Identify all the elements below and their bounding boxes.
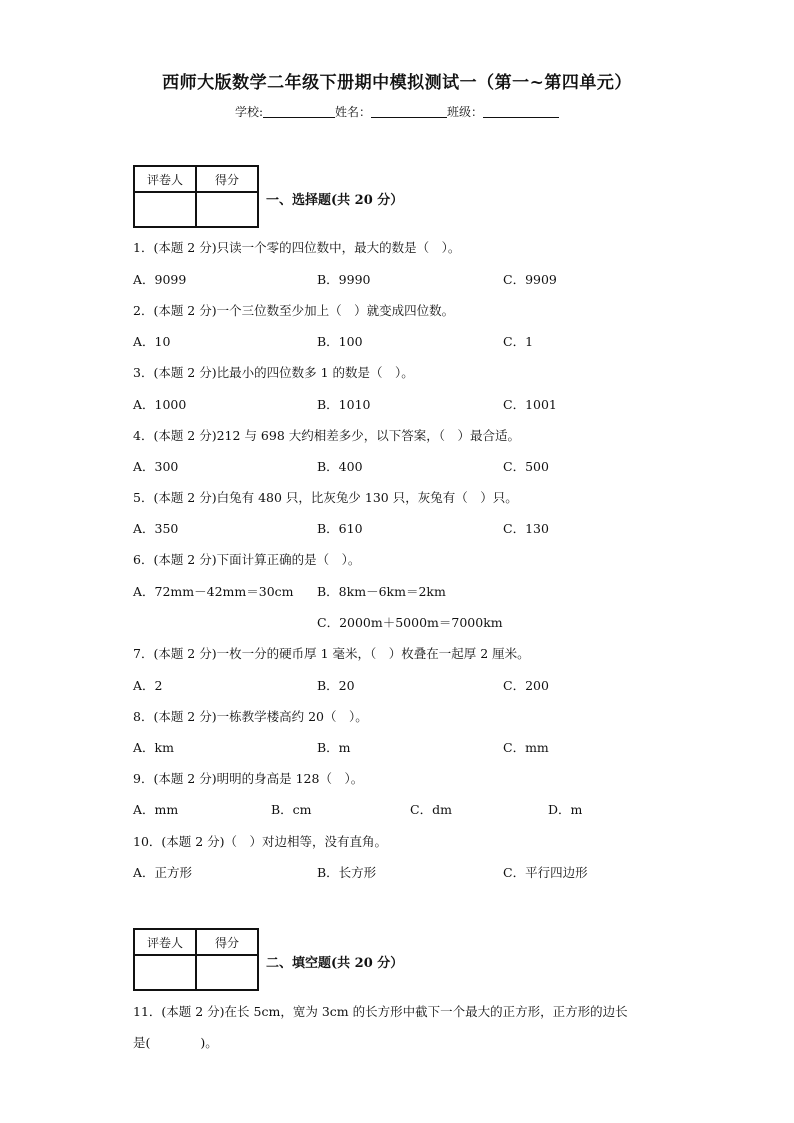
- q1-option-c: C．9909: [503, 272, 557, 287]
- q4-option-a: A．300: [133, 459, 179, 474]
- q10-option-b: B．长方形: [317, 865, 377, 880]
- q10-option-a: A．正方形: [133, 865, 193, 880]
- q4-option-c: C．500: [503, 459, 549, 474]
- q2-option-a: A．10: [133, 334, 171, 349]
- q7-option-a: A．2: [133, 678, 163, 693]
- section-title-1: 一、选择题(共 20 分）: [266, 193, 404, 208]
- class-blank: [483, 105, 559, 118]
- q7-option-b: B．20: [317, 678, 355, 693]
- question-8: 8．(本题 2 分)一栋教学楼高约 20（ ）。: [133, 709, 368, 724]
- q10-option-c: C．平行四边形: [503, 865, 588, 880]
- reviewer-header: 评卷人: [134, 929, 196, 955]
- question-9: 9．(本题 2 分)明明的身高是 128（ ）。: [133, 771, 364, 786]
- question-4: 4．(本题 2 分)212 与 698 大约相差多少，以下答案，（ ）最合适。: [133, 428, 520, 443]
- question-7: 7．(本题 2 分)一枚一分的硬币厚 1 毫米，（ ）枚叠在一起厚 2 厘米。: [133, 646, 530, 661]
- question-11: 11．(本题 2 分)在长 5cm，宽为 3cm 的长方形中截下一个最大的正方形，正方形的边长: [133, 1004, 628, 1019]
- q1-option-b: B．9990: [317, 272, 371, 287]
- grade-box-1: [133, 165, 259, 228]
- page-title: 西师大版数学二年级下册期中模拟测试一（第一~第四单元）: [162, 73, 632, 93]
- question-2: 2．(本题 2 分)一个三位数至少加上（ ）就变成四位数。: [133, 303, 455, 318]
- question-10: 10．(本题 2 分)（ ）对边相等，没有直角。: [133, 834, 388, 849]
- score-header: 得分: [196, 166, 258, 192]
- q9-option-b: B．cm: [271, 802, 312, 817]
- q2-option-b: B．100: [317, 334, 363, 349]
- q1-option-a: A．9099: [133, 272, 187, 287]
- q8-option-b: B．m: [317, 740, 351, 755]
- q5-option-a: A．350: [133, 521, 179, 536]
- q5-option-c: C．130: [503, 521, 549, 536]
- score-cell: [196, 955, 258, 990]
- q6-option-b: B．8km－6km＝2km: [317, 584, 446, 599]
- question-6: 6．(本题 2 分)下面计算正确的是（ ）。: [133, 552, 361, 567]
- class-label: 班级：: [447, 105, 484, 119]
- q4-option-b: B．400: [317, 459, 363, 474]
- reviewer-cell: [134, 192, 196, 227]
- score-cell: [196, 192, 258, 227]
- question-5: 5．(本题 2 分)白兔有 480 只，比灰兔少 130 只，灰兔有（ ）只。: [133, 490, 518, 505]
- school-label: 学校:: [234, 105, 263, 119]
- reviewer-header: 评卷人: [134, 166, 196, 192]
- q3-option-a: A．1000: [133, 397, 187, 412]
- q7-option-c: C．200: [503, 678, 549, 693]
- q3-option-c: C．1001: [503, 397, 557, 412]
- question-1: 1．(本题 2 分)只读一个零的四位数中，最大的数是（ ）。: [133, 240, 461, 255]
- q6-option-a: A．72mm－42mm＝30cm: [133, 584, 294, 599]
- name-label: 姓名：: [335, 105, 372, 119]
- grade-box-2: [133, 928, 259, 991]
- q8-option-c: C．mm: [503, 740, 549, 755]
- reviewer-cell: [134, 955, 196, 990]
- q2-option-c: C．1: [503, 334, 534, 349]
- name-blank: [371, 105, 447, 118]
- section-title-2: 二、填空题(共 20 分）: [266, 956, 404, 971]
- question-11-continued: 是( )。: [133, 1035, 218, 1050]
- q8-option-a: A．km: [133, 740, 174, 755]
- q9-option-a: A．mm: [133, 802, 179, 817]
- q5-option-b: B．610: [317, 521, 363, 536]
- q9-option-c: C．dm: [410, 802, 452, 817]
- q9-option-d: D．m: [548, 802, 583, 817]
- student-info: [0, 103, 794, 120]
- q6-option-c: C．2000m＋5000m＝7000km: [317, 615, 503, 630]
- score-header: 得分: [196, 929, 258, 955]
- school-blank: [263, 105, 335, 118]
- question-3: 3．(本题 2 分)比最小的四位数多 1 的数是（ ）。: [133, 365, 414, 380]
- q3-option-b: B．1010: [317, 397, 371, 412]
